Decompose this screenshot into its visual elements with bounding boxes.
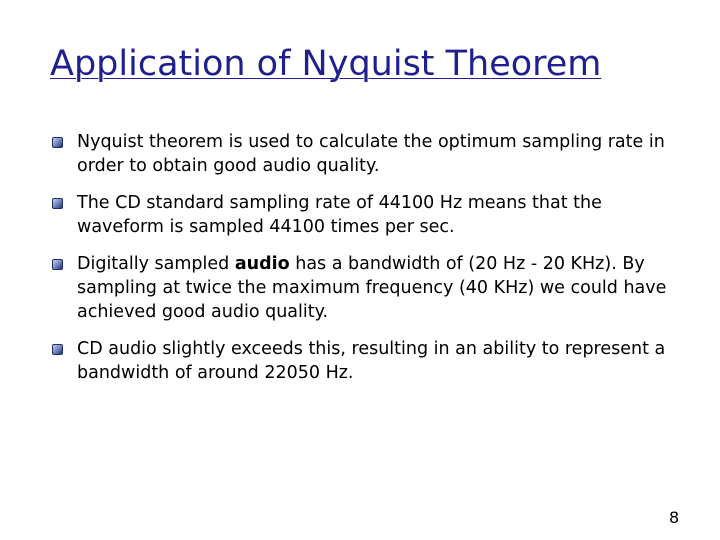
bullet-text-segment: Digitally sampled (77, 254, 235, 274)
bullet-text (77, 252, 682, 324)
bullet-text: CD audio slightly exceeds this, resulting in an ability to represent a bandwidth of around 22050 Hz. (77, 339, 666, 383)
square-bullet-icon (52, 344, 63, 355)
bullet-item (52, 130, 682, 178)
bullet-text: Nyquist theorem is used to calculate the optimum sampling rate in order to obtain good audio quality. (77, 132, 665, 176)
bullet-list (52, 130, 682, 398)
square-bullet-icon (52, 198, 63, 209)
bold-term-audio: audio (234, 254, 290, 274)
bullet-item (52, 252, 682, 324)
bullet-text: The CD standard sampling rate of 44100 Hz means that the waveform is sampled 44100 times per sec. (77, 193, 602, 237)
bullet-item (52, 191, 682, 239)
bullet-text-segment: has a bandwidth of (20 Hz - 20 KHz). By sampling at twice the maximum frequency (40 KHz) we could have achieved good audio quality. (77, 254, 667, 322)
square-bullet-icon (52, 259, 63, 270)
page-number: 8 (669, 508, 680, 527)
square-bullet-icon (52, 137, 63, 148)
bullet-item (52, 337, 682, 385)
slide-title: Application of Nyquist Theorem (50, 44, 602, 84)
